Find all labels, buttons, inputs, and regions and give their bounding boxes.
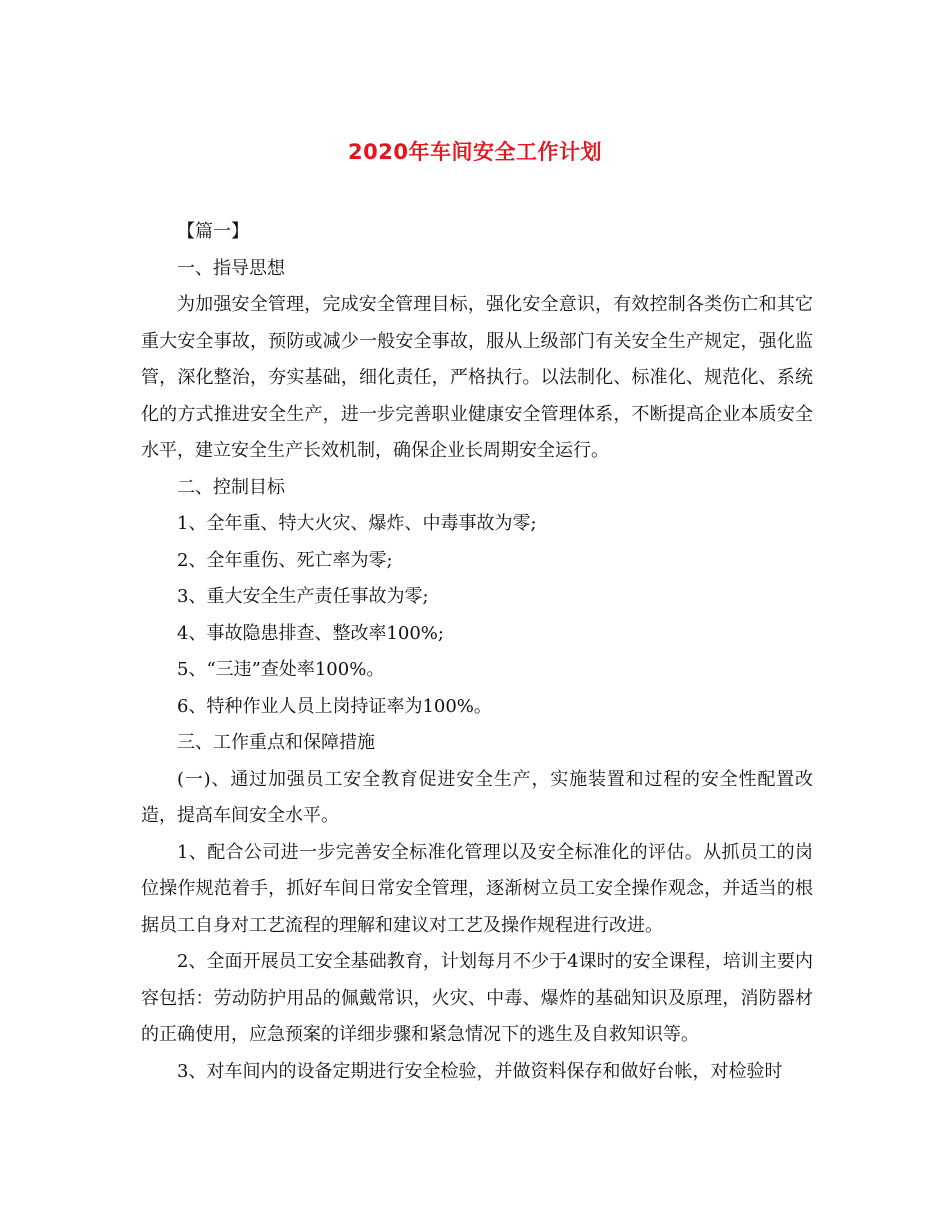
section-label: 【篇一】 — [177, 221, 249, 242]
paragraph: 2、全面开展员工安全基础教育，计划每月不少于4课时的安全课程，培训主要内容包括：劳动防护用品的佩戴常识，火灾、中毒、爆炸的基础知识及原理，消防器材的正确使用，应急预案的详细步骤和紧急情况下的逃生及自救知识等。 — [141, 951, 813, 1045]
paragraph: 1、配合公司进一步完善安全标准化管理以及安全标准化的评估。从抓员工的岗位操作规范着手，抓好车间日常安全管理，逐渐树立员工安全操作观念，并适当的根据员工自身对工艺流程的理解和建议对工艺及操作规程进行改进。 — [141, 841, 813, 936]
paragraph: 为加强安全管理，完成安全管理目标，强化安全意识，有效控制各类伤亡和其它重大安全事故，预防或减少一般安全事故，服从上级部门有关安全生产规定，强化监管，深化整治，夯实基础，细化责任，严格执行。以法制化、标准化、规范化、系统化的方式推进安全生产，进一步完善职业健康安全管理体系，不断提高企业本质安全水平，建立安全生产长效机制，确保企业长周期安全运行。 — [141, 294, 813, 461]
heading-work-focus: 三、工作重点和保障措施 — [177, 732, 375, 753]
list-item: 6、特种作业人员上岗持证率为100%。 — [177, 695, 492, 717]
heading-guiding-ideology: 一、指导思想 — [177, 257, 285, 279]
document-title: 2020年车间安全工作计划 — [348, 140, 602, 164]
paragraph: 3、对车间内的设备定期进行安全检验，并做资料保存和做好台帐，对检验时 — [177, 1060, 783, 1082]
list-item: 3、重大安全生产责任事故为零; — [177, 586, 429, 607]
paragraph: (一)、通过加强员工安全教育促进安全生产，实施装置和过程的安全性配置改造，提高车间安全水平。 — [141, 768, 813, 826]
heading-control-targets: 二、控制目标 — [177, 476, 285, 498]
list-item: 5、“三违”查处率100%。 — [177, 659, 385, 680]
list-item: 1、全年重、特大火灾、爆炸、中毒事故为零; — [177, 513, 537, 534]
list-item: 4、事故隐患排查、整改率100%; — [177, 622, 444, 644]
document-body — [141, 214, 813, 1090]
list-item: 2、全年重伤、死亡率为零; — [177, 549, 393, 571]
